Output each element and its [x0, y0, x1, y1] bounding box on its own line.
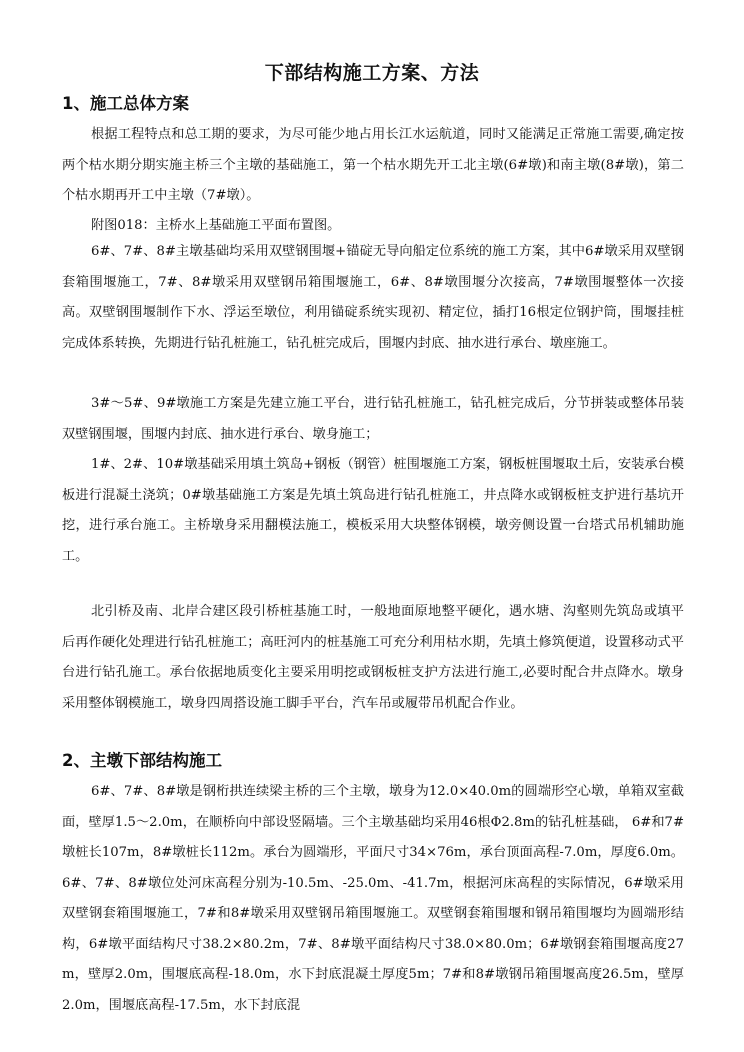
paragraph: 附图018：主桥水上基础施工平面布置图。 — [91, 218, 341, 233]
page-title: 下部结构施工方案、方法 — [264, 62, 480, 84]
section-heading-1: 1、施工总体方案 — [62, 94, 189, 113]
section-heading-2: 2、主墩下部结构施工 — [62, 751, 222, 770]
paragraph: 北引桥及南、北岸合建区段引桥桩基施工时，一般地面原地整平硬化，遇水塘、沟壑则先筑岛或填平后再作硬化处理进行钻孔桩施工；高旺河内的桩基施工可充分利用枯水期，先填土修筑便道，设置移动式平台进行钻孔施工。承台依据地质变化主要采用明挖或钢板桩支护方法进行施工,必要时配合井点降水。墩身采用整体钢模施工，墩身四周搭设施工脚手平台，汽车吊或履带吊机配合作业。 — [62, 604, 684, 711]
paragraph: 根据工程特点和总工期的要求，为尽可能少地占用长江水运航道，同时又能满足正常施工需要,确定按两个枯水期分期实施主桥三个主墩的基础施工，第一个枯水期先开工北主墩(6#墩)和南主墩(8#墩)，第二个枯水期再开工中主墩（7#墩）。 — [62, 127, 684, 203]
paragraph: 6#、7#、8#墩是钢桁拱连续梁主桥的三个主墩，墩身为12.0×40.0m的圆端形空心墩，单箱双室截面，壁厚1.5～2.0m，在顺桥向中部设竖隔墙。三个主墩基础均采用46根Φ2.8m的钻孔桩基础， 6#和7#墩桩长107m，8#墩桩长112m。承台为圆端形，平面尺寸34×76m，承台顶面高程-7.0m，厚度6.0m。6#、7#、8#墩位处河床高程分别为-10.5m、-25.0m、-41.7m，根据河床高程的实际情况，6#墩采用双壁钢套箱围堰施工，7#和8#墩采用双壁钢吊箱围堰施工。双壁钢套箱围堰和钢吊箱围堰均为圆端形结构，6#墩平面结构尺寸38.2×80.2m，7#、8#墩平面结构尺寸38.0×80.0m；6#墩钢套箱围堰高度27m，壁厚2.0m，围堰底高程-18.0m，水下封底混凝土厚度5m；7#和8#墩钢吊箱围堰高度26.5m，壁厚2.0m，围堰底高程-17.5m，水下封底混 — [62, 784, 684, 1013]
paragraph: 3#～5#、9#墩施工方案是先建立施工平台，进行钻孔桩施工，钻孔桩完成后，分节拼装或整体吊装双壁钢围堰，围堰内封底、抽水进行承台、墩身施工； — [62, 396, 684, 442]
paragraph: 6#、7#、8#主墩基础均采用双壁钢围堰+锚碇无导向船定位系统的施工方案，其中6#墩采用双壁钢套箱围堰施工，7#、8#墩采用双壁钢吊箱围堰施工，6#、8#墩围堰分次接高，7#墩围堰整体一次接高。双壁钢围堰制作下水、浮运至墩位，利用锚碇系统实现初、精定位，插打16根定位钢护筒，围堰挂桩完成体系转换，先期进行钻孔桩施工，钻孔桩完成后，围堰内封底、抽水进行承台、墩座施工。 — [62, 244, 684, 351]
paragraph: 1#、2#、10#墩基础采用填土筑岛+钢板（钢管）桩围堰施工方案，钢板桩围堰取土后，安装承台模板进行混凝土浇筑；0#墩基础施工方案是先填土筑岛进行钻孔桩施工，井点降水或钢板桩支护进行基坑开挖，进行承台施工。主桥墩身采用翻模法施工，模板采用大块整体钢模，墩旁侧设置一台塔式吊机辅助施工。 — [62, 457, 684, 564]
